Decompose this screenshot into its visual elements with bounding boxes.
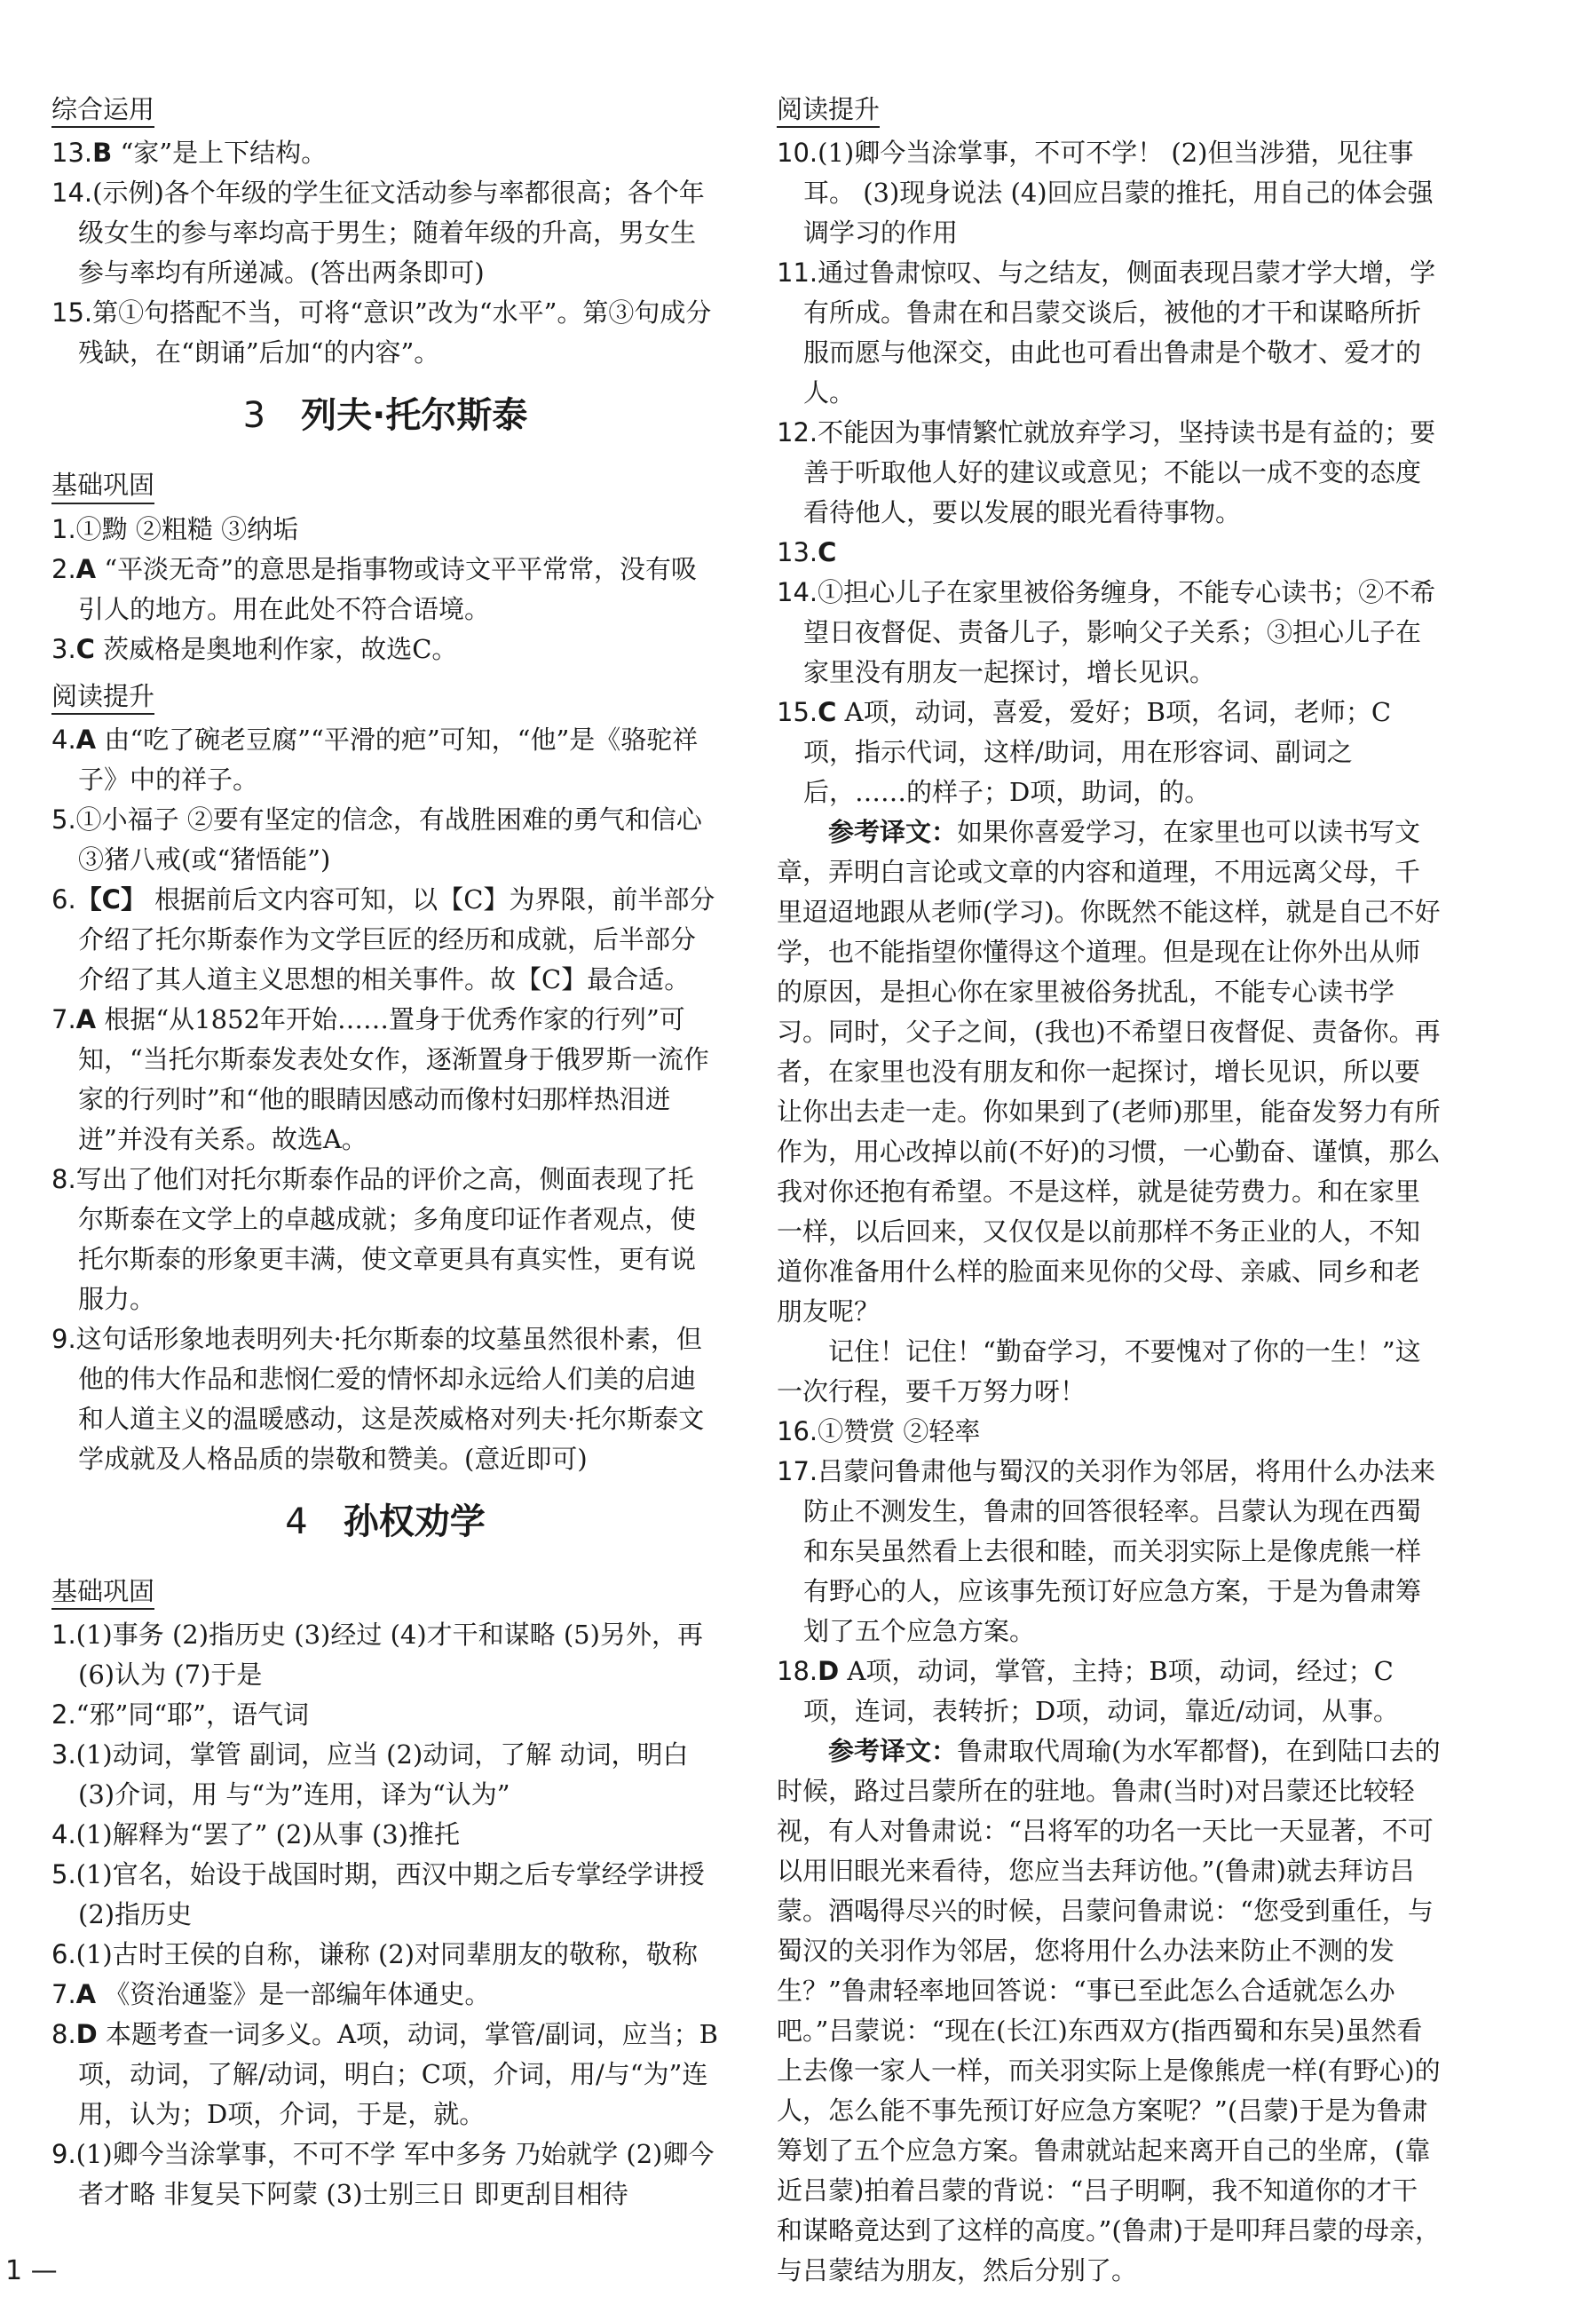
- answer-item-4-7: 7.A 《资治通鉴》是一部编年体通史。: [51, 1979, 491, 2009]
- answer-item-3-2: 2.A “平淡无奇”的意思是指事物或诗文平平常常，没有吸引人的地方。用在此处不符合语境。: [51, 553, 697, 624]
- answer-item-4-2: 2.“邪”同“耶”，语气词: [51, 1699, 309, 1730]
- answer-item-16: 16.①赞赏 ②轻率: [777, 1416, 981, 1447]
- answer-item-4-5: 5.(1)官名，始设于战国时期，西汉中期之后专掌经学讲授 (2)指历史: [51, 1859, 705, 1929]
- answer-item-12: 12.不能因为事情繁忙就放弃学习，坚持读书是有益的；要善于听取他人好的建议或意见；不能以一成不变的态度看待他人，要以发展的眼光看待事物。: [777, 417, 1436, 528]
- chapter-title-4: 4 孙权劝学: [285, 1501, 486, 1542]
- answer-item-3-3: 3.C 茨威格是奥地利作家，故选C。: [51, 633, 458, 664]
- section-title-zonghe: 综合运用: [51, 93, 154, 128]
- answer-item-11: 11.通过鲁肃惊叹、与之结友，侧面表现吕蒙才学大增，学有所成。鲁肃在和吕蒙交谈后，被他的才干和谋略所折服而愿与他深交，由此也可看出鲁肃是个敬才、爱才的人。: [777, 257, 1436, 408]
- answer-item-4-1: 1.(1)事务 (2)指历史 (3)经过 (4)才干和谋略 (5)另外，再 (6)认为 (7)于是: [51, 1620, 703, 1690]
- answer-item-4-4: 4.(1)解释为“罢了” (2)从事 (3)推托: [51, 1819, 460, 1850]
- section-title-yuedu: 阅读提升: [51, 680, 154, 715]
- answer-item-18: 18.D A项，动词，掌管，主持；B项，动词，经过；C项，连词，表转折；D项，动词，靠近/动词，从事。: [777, 1656, 1400, 1727]
- answer-item-3-9: 9.这句话形象地表明列夫·托尔斯泰的坟墓虽然很朴素，但他的伟大作品和悲悯仁爱的情怀却永远给人们美的启迪和人道主义的温暖感动，这是茨威格对列夫·托尔斯泰文学成就及人格品质的崇敬和赞美。(意近即可): [51, 1323, 705, 1474]
- reference-translation-2: 参考译文：鲁肃取代周瑜(为水军都督)，在到陆口去的时候，路过吕蒙所在的驻地。鲁肃(当时)对吕蒙还比较轻视，有人对鲁肃说：“吕将军的功名一天比一天显著，不可以用旧眼光来看待，您应当去拜访他。”(鲁肃)就去拜访吕蒙。酒喝得尽兴的时候，吕蒙问鲁肃说：“您受到重任，与蜀汉的关羽作为邻居，您将用什么办法来防止不测的发生？”鲁肃轻率地回答说：“事已至此怎么合适就怎么办吧。”吕蒙说：“现在(长江)东西双方(指西蜀和东吴)虽然看上去像一家人一样，而关羽实际上是像熊虎一样(有野心)的人，怎么能不事先预订好应急方案呢？”(吕蒙)于是为鲁肃筹划了五个应急方案。鲁肃就站起来离开自己的坐席，(靠近吕蒙)拍着吕蒙的背说：“吕子明啊，我不知道你的才干和谋略竟达到了这样的高度。”(鲁肃)于是叩拜吕蒙的母亲，与吕蒙结为朋友，然后分别了。: [777, 1736, 1441, 2286]
- answer-item-3-5: 5.①小福子 ②要有坚定的信念，有战胜困难的勇气和信心 ③猪八戒(或“猪悟能”): [51, 804, 702, 875]
- answer-item-3-1: 1.①黝 ②粗糙 ③纳垢: [51, 513, 299, 544]
- reference-translation-1: 参考译文：如果你喜爱学习，在家里也可以读书写文章，弄明白言论或文章的内容和道理，不用远离父母，千里迢迢地跟从老师(学习)。你既然不能这样，就是自己不好学，也不能指望你懂得这个道理。但是现在让你外出从师的原因，是担心你在家里被俗务扰乱，不能专心读书学习。同时，父子之间，(我也)不希望日夜督促、责备你。再者，在家里也没有朋友和你一起探讨，增长见识，所以要让你出去走一走。你如果到了(老师)那里，能奋发努力有所作为，用心改掉以前(不好)的习惯，一心勤奋、谨慎，那么我对你还抱有希望。不是这样，就是徒劳费力。和在家里一样，以后回来，又仅仅是以前那样不务正业的人，不知道你准备用什么样的脸面来见你的父母、亲戚、同乡和老朋友呢？: [777, 817, 1441, 1327]
- answer-item-3-6: 6.【C】 根据前后文内容可知，以【C】为界限，前半部分介绍了托尔斯泰作为文学巨匠的经历和成就，后半部分介绍了其人道主义思想的相关事件。故【C】最合适。: [51, 883, 715, 994]
- answer-item-10: 10.(1)卿今当涂掌事，不可不学！ (2)但当涉猎，见往事耳。 (3)现身说法 (4)回应吕蒙的推托，用自己的体会强调学习的作用: [777, 138, 1434, 249]
- right-column: [777, 93, 1441, 2291]
- chapter-title-3: 3 列夫·托尔斯泰: [242, 395, 528, 437]
- section-title-yuedu-2: 阅读提升: [777, 93, 880, 128]
- answer-item-17: 17.吕蒙问鲁肃他与蜀汉的关羽作为邻居，将用什么办法来防止不测发生，鲁肃的回答很轻率。吕蒙认为现在西蜀和东吴虽然看上去很和睦，而关羽实际上是像虎熊一样有野心的人，应该事先预订好应急方案，于是为鲁肃筹划了五个应急方案。: [777, 1456, 1436, 1647]
- answer-item-3-4: 4.A 由“吃了碗老豆腐”“平滑的疤”可知，“他”是《骆驼祥子》中的祥子。: [51, 724, 699, 795]
- answer-item-4-8: 8.D 本题考查一词多义。A项，动词，掌管/副词，应当；B项，动词，了解/动词，明白；C项，介词，用/与“为”连用，认为；D项，介词，于是，就。: [51, 2019, 718, 2129]
- answer-item-15: 15.第①句搭配不当，可将“意识”改为“水平”。第③句成分残缺，在“朗诵”后加“的内容”。: [51, 297, 712, 368]
- answer-item-3-7: 7.A 根据“从1852年开始……置身于优秀作家的行列”可知，“当托尔斯泰发表处女作，逐渐置身于俄罗斯一流作家的行列时”和“他的眼睛因感动而像村妇那样热泪迸迸”并没有关系。故选A。: [51, 1003, 709, 1154]
- answer-item-15r: 15.C A项，动词，喜爱，爱好；B项，名词，老师；C项，指示代词，这样/助词，用在形容词、副词之后，……的样子；D项，助词，的。: [777, 697, 1392, 808]
- answer-item-4-9: 9.(1)卿今当涂掌事，不可不学 军中多务 乃始就学 (2)卿今者才略 非复吴下阿蒙 (3)士别三日 即更刮目相待: [51, 2139, 715, 2209]
- answer-item-13r: 13.C: [777, 537, 837, 568]
- answer-item-13: 13.B “家”是上下结构。: [51, 138, 328, 169]
- answer-item-14: 14.(示例)各个年级的学生征文活动参与率都很高；各个年级女生的参与率均高于男生；随着年级的升高，男女生参与率均有所递减。(答出两条即可): [51, 178, 705, 289]
- section-title-jichu: 基础巩固: [51, 469, 154, 503]
- answer-item-14r: 14.①担心儿子在家里被俗务缠身，不能专心读书；②不希望日夜督促、责备儿子，影响父子关系；③担心儿子在家里没有朋友一起探讨，增长见识。: [777, 577, 1436, 688]
- reference-translation-1-cont: 记住！记住！“勤奋学习，不要愧对了你的一生！”这一次行程，要千万努力呀！: [777, 1336, 1421, 1407]
- page-number: 1 —: [5, 2255, 58, 2286]
- section-title-jichu-2: 基础巩固: [51, 1575, 154, 1610]
- left-column: [51, 93, 719, 2214]
- answer-item-4-3: 3.(1)动词，掌管 副词，应当 (2)动词，了解 动词，明白 (3)介词，用 与“为”连用，译为“认为”: [51, 1739, 689, 1810]
- answer-item-3-8: 8.写出了他们对托尔斯泰作品的评价之高，侧面表现了托尔斯泰在文学上的卓越成就；多角度印证作者观点，使托尔斯泰的形象更丰满，使文章更具有真实性，更有说服力。: [51, 1163, 697, 1314]
- answer-item-4-6: 6.(1)古时王侯的自称，谦称 (2)对同辈朋友的敬称，敬称: [51, 1939, 699, 1969]
